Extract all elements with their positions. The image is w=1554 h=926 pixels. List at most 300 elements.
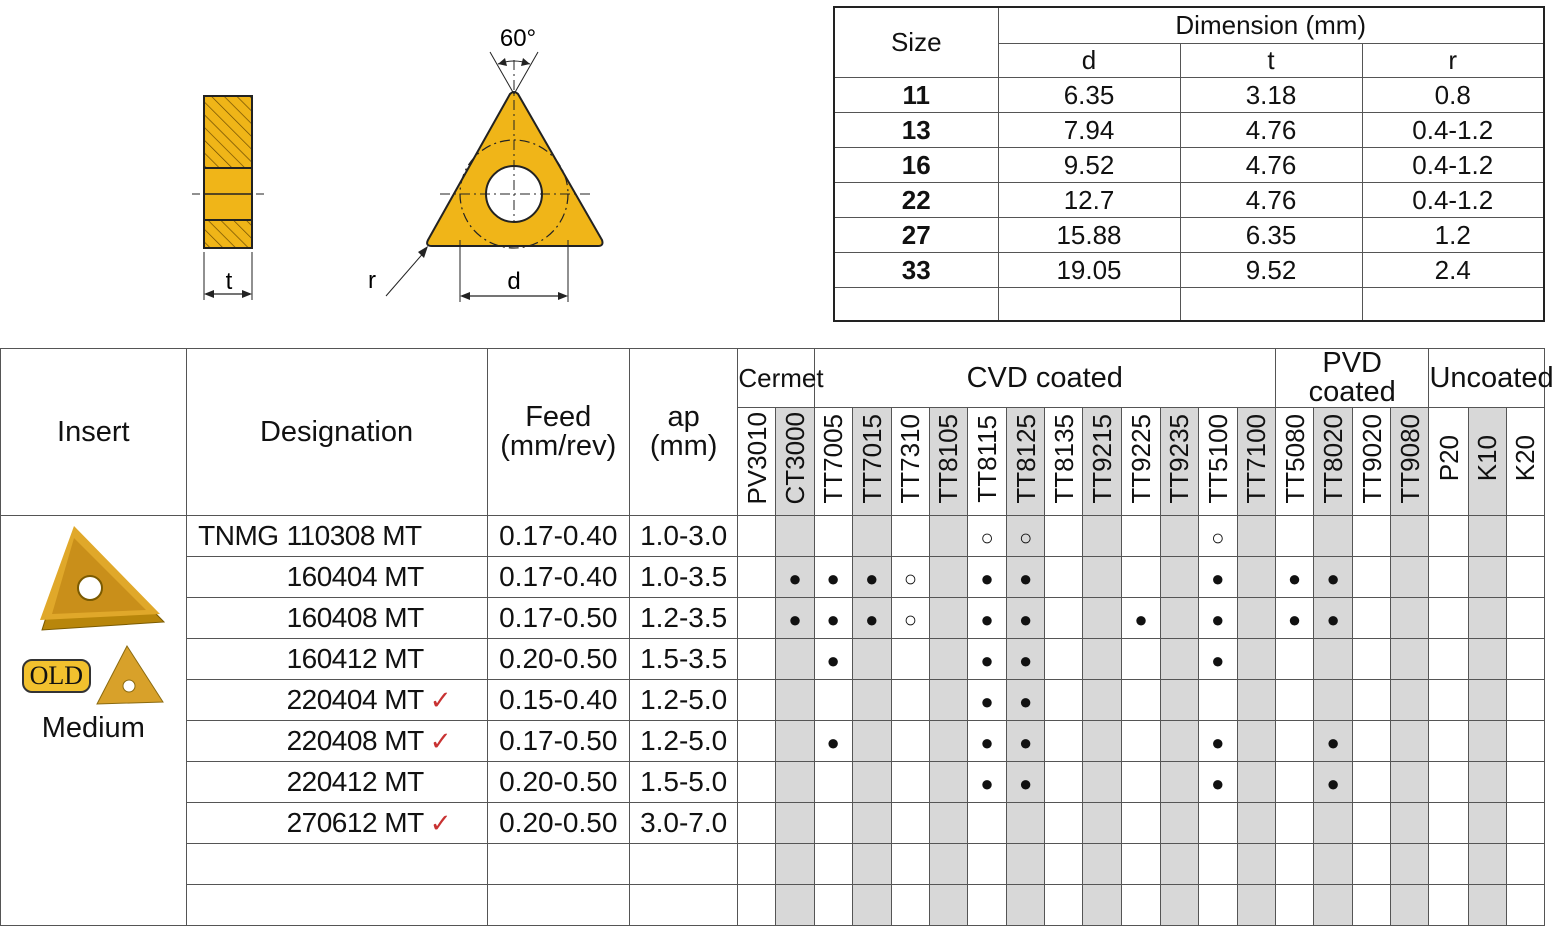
grade-label: K20 — [1510, 435, 1541, 482]
check-icon: ✓ — [429, 808, 452, 838]
grade-empty-cell — [1391, 885, 1429, 926]
grade-empty-cell — [891, 762, 929, 803]
grade-header-pv3010 — [738, 408, 776, 516]
grade-empty-cell — [1314, 803, 1353, 844]
grade-mark-cell — [814, 639, 852, 680]
grade-empty-cell — [738, 680, 776, 721]
size-header: Size — [834, 7, 998, 77]
grade-empty-cell — [929, 844, 967, 885]
dim-cell-size: 27 — [834, 217, 998, 252]
designation-cell — [186, 598, 487, 639]
grade-empty-cell — [929, 516, 967, 557]
dim-cell-r: 2.4 — [1362, 252, 1544, 287]
grade-empty-cell — [968, 885, 1007, 926]
grade-empty-cell — [1160, 639, 1198, 680]
grade-empty-cell — [929, 803, 967, 844]
grade-mark-cell — [968, 557, 1007, 598]
grade-mark-cell — [814, 721, 852, 762]
recommended-filled-dot: ● — [980, 607, 994, 632]
grade-mark-cell — [1198, 721, 1237, 762]
dim-cell-r: 0.4-1.2 — [1362, 112, 1544, 147]
designation-row — [1, 803, 1545, 844]
grade-label: TT5080 — [1279, 413, 1310, 504]
feed-cell: 0.17-0.40 — [487, 516, 629, 557]
grade-empty-cell — [1314, 885, 1353, 926]
recommended-filled-dot: ● — [1211, 566, 1225, 591]
grade-empty-cell — [1506, 721, 1544, 762]
available-open-circle: ○ — [1211, 525, 1225, 550]
recommended-filled-dot: ● — [1019, 689, 1033, 714]
grade-empty-cell — [1237, 598, 1275, 639]
grade-empty-cell — [738, 844, 776, 885]
ap-cell: 1.0-3.5 — [629, 557, 737, 598]
grade-label: PV3010 — [741, 412, 772, 505]
dimension-row — [834, 217, 1544, 252]
grade-empty-cell — [1353, 557, 1391, 598]
t-dimension-label: t — [225, 268, 233, 295]
grade-empty-cell — [1160, 680, 1198, 721]
grade-mark-cell — [1198, 639, 1237, 680]
grade-header-tt9225 — [1122, 408, 1160, 516]
dim-cell-size: 13 — [834, 112, 998, 147]
grade-empty-cell — [968, 803, 1007, 844]
recommended-filled-dot: ● — [826, 648, 840, 673]
grade-empty-cell — [852, 803, 891, 844]
grade-empty-cell — [1122, 803, 1160, 844]
grade-header-tt9020 — [1353, 408, 1391, 516]
grade-label: TT9235 — [1164, 413, 1195, 504]
recommended-filled-dot: ● — [826, 730, 840, 755]
grade-empty-cell — [929, 680, 967, 721]
grade-empty-cell — [1429, 557, 1468, 598]
grade-label: K10 — [1472, 435, 1503, 482]
grade-empty-cell — [1429, 762, 1468, 803]
grade-empty-cell — [1506, 639, 1544, 680]
grade-empty-cell — [1122, 721, 1160, 762]
grade-empty-cell — [814, 516, 852, 557]
designation-code: 160408 MT — [286, 602, 424, 633]
check-icon: ✓ — [429, 726, 452, 756]
grade-empty-cell — [852, 680, 891, 721]
grade-empty-cell — [1391, 680, 1429, 721]
grade-empty-cell — [1506, 762, 1544, 803]
grade-empty-cell — [1314, 516, 1353, 557]
grade-empty-cell — [891, 680, 929, 721]
grade-mark-cell — [968, 762, 1007, 803]
recommended-filled-dot: ● — [980, 689, 994, 714]
grade-empty-cell — [1237, 885, 1275, 926]
feed-cell — [487, 885, 629, 926]
dimension-row — [834, 147, 1544, 182]
recommended-filled-dot: ● — [865, 607, 879, 632]
dimension-group-header: Dimension (mm) — [998, 7, 1544, 43]
grade-empty-cell — [1083, 803, 1122, 844]
insert-geometry-diagram — [0, 0, 830, 345]
grade-mark-cell — [968, 516, 1007, 557]
designation-cell — [186, 557, 487, 598]
grade-empty-cell — [1160, 516, 1198, 557]
grade-empty-cell — [1198, 803, 1237, 844]
designation-header: Designation — [186, 349, 487, 516]
grade-empty-cell — [1429, 680, 1468, 721]
grade-mark-cell — [776, 557, 814, 598]
designation-row — [1, 680, 1545, 721]
grade-empty-cell — [1429, 598, 1468, 639]
recommended-filled-dot: ● — [826, 566, 840, 591]
cermet-group-header: Cermet — [738, 349, 814, 408]
grade-empty-cell — [814, 803, 852, 844]
grade-empty-cell — [1391, 516, 1429, 557]
grade-header-tt8020 — [1314, 408, 1353, 516]
recommended-filled-dot: ● — [788, 607, 802, 632]
dim-cell-t: 3.18 — [1180, 77, 1362, 112]
grade-empty-cell — [1083, 598, 1122, 639]
grade-empty-cell — [1045, 516, 1083, 557]
grade-empty-cell — [776, 721, 814, 762]
grade-empty-cell — [1083, 885, 1122, 926]
grade-empty-cell — [738, 557, 776, 598]
grade-empty-cell — [1045, 557, 1083, 598]
grade-empty-cell — [1391, 762, 1429, 803]
available-open-circle: ○ — [1019, 525, 1033, 550]
grade-empty-cell — [1045, 598, 1083, 639]
grade-mark-cell — [891, 557, 929, 598]
grade-empty-cell — [1045, 639, 1083, 680]
grade-header-tt8125 — [1007, 408, 1045, 516]
grade-empty-cell — [1468, 516, 1506, 557]
grade-empty-cell — [1083, 639, 1122, 680]
grade-empty-cell — [1083, 680, 1122, 721]
d-dimension-label: d — [507, 268, 521, 295]
ap-cell: 1.2-5.0 — [629, 680, 737, 721]
recommended-filled-dot: ● — [980, 730, 994, 755]
grade-empty-cell — [738, 516, 776, 557]
grade-header-k10 — [1468, 408, 1506, 516]
grade-label: TT8020 — [1318, 413, 1349, 504]
dim-cell-size: 22 — [834, 182, 998, 217]
grade-empty-cell — [929, 639, 967, 680]
dim-cell-t: 4.76 — [1180, 112, 1362, 147]
grade-empty-cell — [1083, 516, 1122, 557]
grade-header-tt9080 — [1391, 408, 1429, 516]
grade-empty-cell — [1160, 885, 1198, 926]
col-d-header: d — [998, 43, 1180, 77]
insert-image-cell — [1, 516, 187, 926]
grade-header-tt7310 — [891, 408, 929, 516]
grade-empty-cell — [1353, 844, 1391, 885]
grade-empty-cell — [1391, 844, 1429, 885]
dim-cell-r: 0.4-1.2 — [1362, 182, 1544, 217]
feed-cell: 0.17-0.40 — [487, 557, 629, 598]
recommended-filled-dot: ● — [788, 566, 802, 591]
grade-empty-cell — [1506, 803, 1544, 844]
feed-cell: 0.17-0.50 — [487, 721, 629, 762]
dim-empty-cell — [1180, 287, 1362, 321]
grade-empty-cell — [1160, 803, 1198, 844]
grade-mark-cell — [1314, 762, 1353, 803]
grade-empty-cell — [852, 721, 891, 762]
grade-empty-cell — [1083, 762, 1122, 803]
grade-empty-cell — [968, 844, 1007, 885]
grade-empty-cell — [738, 803, 776, 844]
grade-empty-cell — [1353, 639, 1391, 680]
grade-header-tt7005 — [814, 408, 852, 516]
grade-empty-cell — [814, 844, 852, 885]
grade-empty-cell — [1045, 844, 1083, 885]
available-open-circle: ○ — [903, 607, 917, 632]
designation-code: 220404 MT — [286, 684, 424, 715]
col-t-header: t — [1180, 43, 1362, 77]
dim-cell-size: 16 — [834, 147, 998, 182]
dim-cell-r: 0.8 — [1362, 77, 1544, 112]
grade-empty-cell — [1353, 803, 1391, 844]
available-open-circle: ○ — [980, 525, 994, 550]
grade-empty-cell — [776, 803, 814, 844]
dim-empty-cell — [998, 287, 1180, 321]
dim-cell-size: 33 — [834, 252, 998, 287]
recommended-filled-dot: ● — [1019, 566, 1033, 591]
dim-cell-t: 4.76 — [1180, 182, 1362, 217]
r-dimension-label: r — [368, 267, 376, 294]
dim-cell-d: 19.05 — [998, 252, 1180, 287]
designation-cell — [186, 721, 487, 762]
grade-empty-cell — [814, 762, 852, 803]
grade-header-tt5080 — [1275, 408, 1313, 516]
ap-header: ap (mm) — [629, 349, 737, 516]
grade-empty-cell — [1429, 803, 1468, 844]
old-insert-icon — [95, 644, 165, 708]
grade-label: TT7310 — [895, 413, 926, 504]
grade-mark-cell — [1275, 598, 1313, 639]
recommended-filled-dot: ● — [826, 607, 840, 632]
grade-empty-cell — [1237, 762, 1275, 803]
grade-empty-cell — [1045, 885, 1083, 926]
grade-empty-cell — [1506, 598, 1544, 639]
grade-empty-cell — [1275, 885, 1313, 926]
grade-empty-cell — [1468, 680, 1506, 721]
grade-label: TT5100 — [1202, 413, 1233, 504]
grade-empty-cell — [1353, 762, 1391, 803]
recommended-filled-dot: ● — [980, 648, 994, 673]
grade-mark-cell — [1198, 598, 1237, 639]
grade-empty-cell — [1122, 885, 1160, 926]
grade-empty-cell — [776, 762, 814, 803]
ap-cell: 1.2-3.5 — [629, 598, 737, 639]
grade-label: TT9225 — [1126, 413, 1157, 504]
dim-cell-d: 6.35 — [998, 77, 1180, 112]
grade-empty-cell — [738, 639, 776, 680]
grade-empty-cell — [1122, 516, 1160, 557]
grade-label: TT8115 — [972, 414, 1003, 503]
grade-mark-cell — [1007, 721, 1045, 762]
ap-cell: 1.2-5.0 — [629, 721, 737, 762]
empty-row — [1, 844, 1545, 885]
grade-empty-cell — [1468, 844, 1506, 885]
grade-empty-cell — [1198, 885, 1237, 926]
grade-mark-cell — [1007, 557, 1045, 598]
grade-empty-cell — [1237, 803, 1275, 844]
insert-top-view — [386, 52, 603, 302]
grade-mark-cell — [1198, 557, 1237, 598]
grade-mark-cell — [1314, 598, 1353, 639]
grade-empty-cell — [1275, 639, 1313, 680]
designation-row — [1, 516, 1545, 557]
designation-row — [1, 557, 1545, 598]
grade-empty-cell — [1468, 557, 1506, 598]
grade-empty-cell — [776, 844, 814, 885]
grade-empty-cell — [1160, 762, 1198, 803]
grade-mark-cell — [776, 598, 814, 639]
grade-mark-cell — [891, 598, 929, 639]
grade-mark-cell — [1198, 516, 1237, 557]
insert-prefix: TNMG — [198, 520, 279, 551]
designation-code: 220408 MT — [286, 725, 424, 756]
recommended-filled-dot: ● — [865, 566, 879, 591]
grade-empty-cell — [1391, 557, 1429, 598]
grade-empty-cell — [1007, 803, 1045, 844]
grade-empty-cell — [738, 721, 776, 762]
dimension-row — [834, 182, 1544, 217]
grade-empty-cell — [1198, 680, 1237, 721]
dim-cell-d: 15.88 — [998, 217, 1180, 252]
grade-label: TT8135 — [1048, 413, 1079, 504]
designation-row — [1, 598, 1545, 639]
empty-row — [1, 885, 1545, 926]
grade-empty-cell — [891, 721, 929, 762]
grade-label: TT9215 — [1087, 413, 1118, 504]
grade-empty-cell — [1314, 680, 1353, 721]
angle-label: 60° — [499, 25, 537, 52]
grade-empty-cell — [929, 721, 967, 762]
recommended-filled-dot: ● — [1019, 607, 1033, 632]
grade-empty-cell — [1353, 885, 1391, 926]
recommended-filled-dot: ● — [1326, 607, 1340, 632]
grade-empty-cell — [1122, 639, 1160, 680]
recommended-filled-dot: ● — [1211, 771, 1225, 796]
grade-empty-cell — [1468, 803, 1506, 844]
designation-cell — [186, 803, 487, 844]
feed-cell: 0.17-0.50 — [487, 598, 629, 639]
grade-empty-cell — [1160, 844, 1198, 885]
grade-empty-cell — [891, 844, 929, 885]
feed-cell: 0.20-0.50 — [487, 803, 629, 844]
insert-type-label: Medium — [41, 712, 145, 744]
grade-empty-cell — [929, 762, 967, 803]
dimension-row — [834, 252, 1544, 287]
designation-cell — [186, 516, 487, 557]
grade-empty-cell — [1237, 844, 1275, 885]
grade-header-tt8135 — [1045, 408, 1083, 516]
available-open-circle: ○ — [903, 566, 917, 591]
insert-header: Insert — [1, 349, 187, 516]
grade-empty-cell — [814, 680, 852, 721]
grade-empty-cell — [1429, 885, 1468, 926]
dim-cell-size: 11 — [834, 77, 998, 112]
uncoated-group-header: Uncoated — [1429, 349, 1545, 408]
grade-empty-cell — [1275, 803, 1313, 844]
feed-cell — [487, 844, 629, 885]
grade-header-p20 — [1429, 408, 1468, 516]
grade-empty-cell — [1160, 598, 1198, 639]
grade-label: CT3000 — [779, 412, 810, 505]
dim-cell-d: 9.52 — [998, 147, 1180, 182]
grade-empty-cell — [1045, 680, 1083, 721]
grade-empty-cell — [1007, 844, 1045, 885]
grade-empty-cell — [1198, 844, 1237, 885]
grade-mark-cell — [1314, 557, 1353, 598]
recommended-filled-dot: ● — [1019, 648, 1033, 673]
grade-empty-cell — [1275, 721, 1313, 762]
ap-cell — [629, 885, 737, 926]
grade-label: TT8125 — [1010, 413, 1041, 504]
grade-mark-cell — [1007, 516, 1045, 557]
grade-empty-cell — [1314, 639, 1353, 680]
recommended-filled-dot: ● — [1326, 771, 1340, 796]
grade-empty-cell — [929, 557, 967, 598]
dim-cell-t: 4.76 — [1180, 147, 1362, 182]
recommended-filled-dot: ● — [980, 771, 994, 796]
grade-empty-cell — [1083, 721, 1122, 762]
grade-label: TT8105 — [933, 413, 964, 504]
grade-empty-cell — [776, 680, 814, 721]
grade-mark-cell — [1007, 680, 1045, 721]
grade-empty-cell — [1275, 680, 1313, 721]
grade-empty-cell — [852, 844, 891, 885]
designation-code: 160412 MT — [286, 643, 424, 674]
grade-empty-cell — [1275, 762, 1313, 803]
recommended-filled-dot: ● — [1211, 648, 1225, 673]
grade-mark-cell — [814, 598, 852, 639]
cvd-group-header: CVD coated — [814, 349, 1275, 408]
designation-row — [1, 639, 1545, 680]
designation-row — [1, 721, 1545, 762]
grade-empty-cell — [1007, 885, 1045, 926]
grade-empty-cell — [1391, 721, 1429, 762]
recommended-filled-dot: ● — [1211, 607, 1225, 632]
old-badge: OLD — [22, 659, 91, 693]
grade-empty-cell — [1468, 762, 1506, 803]
grade-mark-cell — [968, 598, 1007, 639]
grade-header-tt5100 — [1198, 408, 1237, 516]
grade-mark-cell — [1007, 762, 1045, 803]
dim-cell-r: 1.2 — [1362, 217, 1544, 252]
grade-empty-cell — [1468, 721, 1506, 762]
grade-empty-cell — [891, 639, 929, 680]
grade-mark-cell — [1314, 721, 1353, 762]
grade-empty-cell — [1506, 680, 1544, 721]
grade-empty-cell — [1468, 598, 1506, 639]
grade-empty-cell — [929, 885, 967, 926]
grade-empty-cell — [1468, 639, 1506, 680]
grade-mark-cell — [1275, 557, 1313, 598]
grade-empty-cell — [1353, 721, 1391, 762]
grade-mark-cell — [852, 557, 891, 598]
grade-header-ct3000 — [776, 408, 814, 516]
grade-empty-cell — [1160, 557, 1198, 598]
designation-code: 160404 MT — [286, 561, 424, 592]
grade-label: TT7100 — [1241, 413, 1272, 504]
grade-empty-cell — [891, 885, 929, 926]
recommended-filled-dot: ● — [1326, 566, 1340, 591]
designation-code: 220412 MT — [286, 766, 424, 797]
grade-empty-cell — [1314, 844, 1353, 885]
grade-empty-cell — [1083, 557, 1122, 598]
grade-mark-cell — [968, 639, 1007, 680]
designation-code: 110308 MT — [286, 520, 422, 551]
grade-empty-cell — [738, 598, 776, 639]
recommended-filled-dot: ● — [1019, 730, 1033, 755]
grade-empty-cell — [1160, 721, 1198, 762]
